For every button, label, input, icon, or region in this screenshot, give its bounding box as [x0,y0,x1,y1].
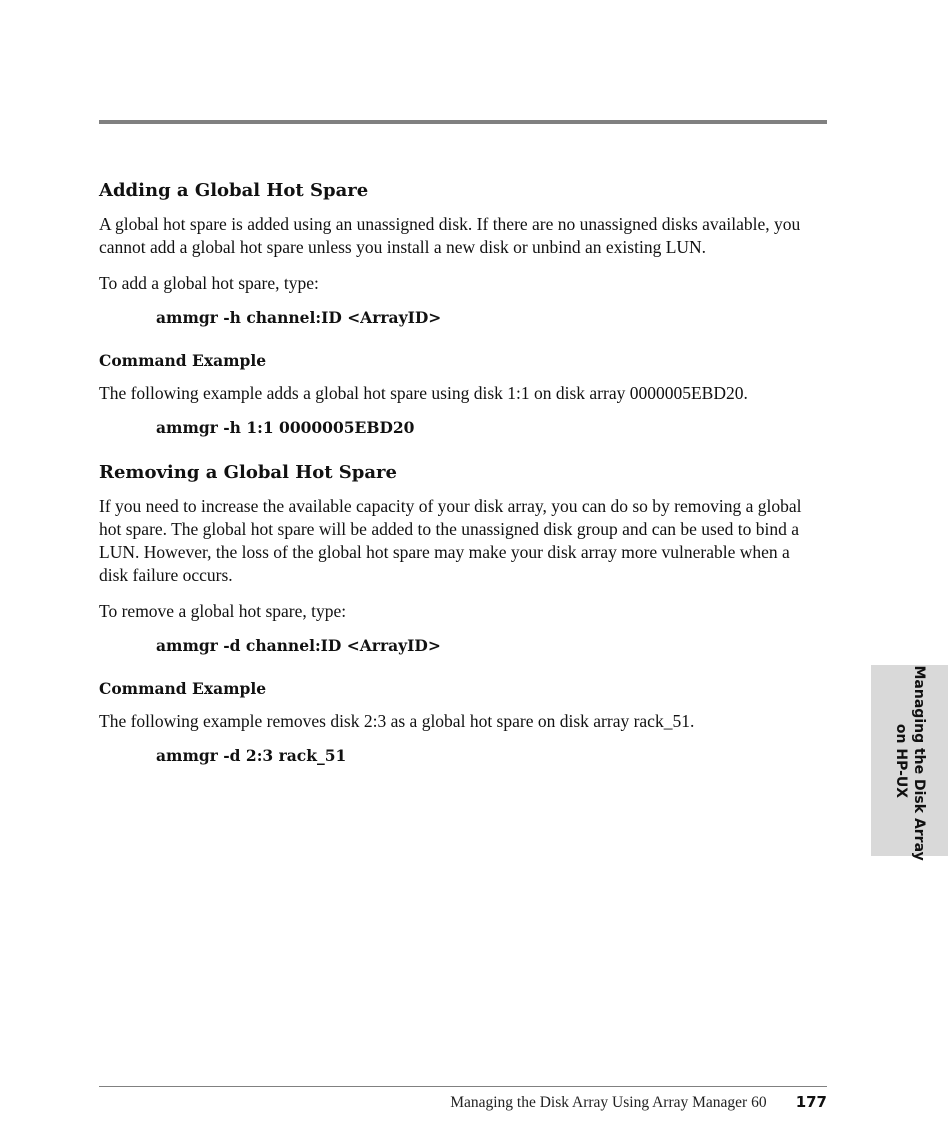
section-heading: Adding a Global Hot Spare [99,180,369,201]
instruction-text: To remove a global hot spare, type: [99,601,347,621]
example-text: The following example adds a global hot spare using disk 1:1 on disk array 0000005EBD20. [99,383,748,403]
top-rule [99,120,827,124]
intro-paragraph: If you need to increase the available capacity of your disk array, you can do so by removing a global hot spare. The global hot spare will be added to the unassigned disk group and can be used to bind a LUN. However, the loss of the global hot spare may make your disk array more vulnerable when a disk failure occurs. [99,496,802,585]
intro-paragraph: A global hot spare is added using an unassigned disk. If there are no unassigned disks available, you cannot add a global hot spare unless you install a new disk or unbind an existing LUN. [99,214,801,257]
command-syntax: ammgr -h channel:ID <ArrayID> [156,308,442,327]
footer-rule [99,1086,827,1087]
page-number: 177 [795,1093,827,1111]
chapter-tab-label [892,665,928,861]
section-adding-global-hot-spare [99,178,809,439]
example-command: ammgr -h 1:1 0000005EBD20 [156,418,415,437]
example-text: The following example removes disk 2:3 as a global hot spare on disk array rack_51. [99,711,695,731]
chapter-side-tab [871,665,948,861]
page-content [99,178,809,767]
command-example-heading: Command Example [99,351,267,370]
command-example-heading: Command Example [99,679,267,698]
chapter-tab-line-1: Managing the Disk Array [910,665,927,861]
section-removing-global-hot-spare [99,460,809,767]
chapter-tab-line-2: on HP-UX [892,723,909,798]
footer-title: Managing the Disk Array Using Array Manager 60 [450,1094,767,1111]
command-syntax: ammgr -d channel:ID <ArrayID> [156,636,441,655]
instruction-text: To add a global hot spare, type: [99,273,319,293]
section-heading: Removing a Global Hot Spare [99,462,397,483]
example-command: ammgr -d 2:3 rack_51 [156,746,347,765]
page-footer [99,1092,827,1112]
